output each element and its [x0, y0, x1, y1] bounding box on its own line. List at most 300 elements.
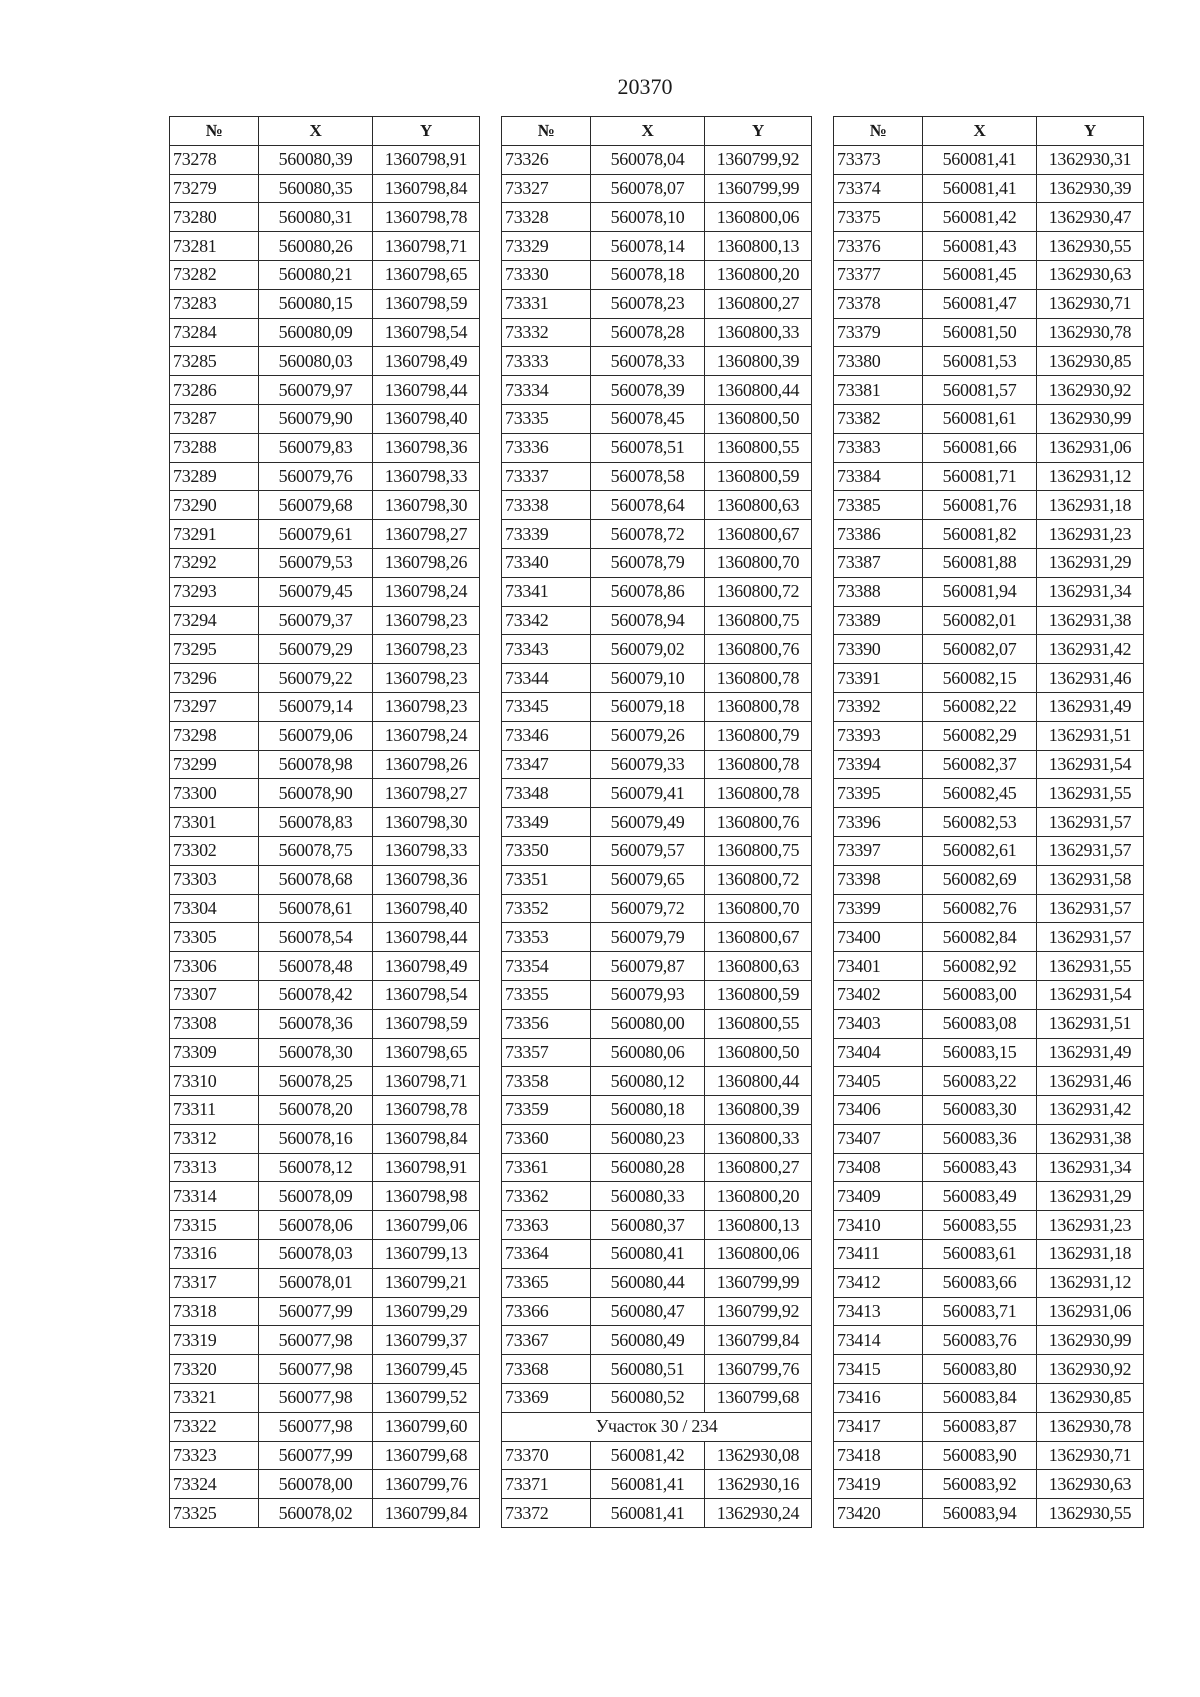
table-row: [502, 635, 812, 664]
section-label: Участок 30 / 234: [502, 1412, 812, 1441]
y-coordinate-cell: 1362931,51: [1037, 721, 1144, 750]
point-number-cell: 73394: [834, 750, 923, 779]
table-row: [502, 894, 812, 923]
table-row: [170, 347, 480, 376]
y-coordinate-cell: 1360799,68: [373, 1441, 480, 1470]
table-row: [834, 318, 1144, 347]
x-coordinate-cell: 560083,76: [923, 1326, 1037, 1355]
x-coordinate-cell: 560082,29: [923, 721, 1037, 750]
table-row: [170, 1268, 480, 1297]
x-coordinate-cell: 560078,90: [259, 779, 373, 808]
y-coordinate-cell: 1362931,42: [1037, 1096, 1144, 1125]
table-row: [834, 721, 1144, 750]
y-coordinate-cell: 1362931,34: [1037, 1153, 1144, 1182]
x-coordinate-cell: 560078,98: [259, 750, 373, 779]
x-coordinate-cell: 560078,14: [591, 232, 705, 261]
y-coordinate-cell: 1360800,50: [705, 1038, 812, 1067]
x-coordinate-cell: 560081,42: [591, 1441, 705, 1470]
x-coordinate-cell: 560082,84: [923, 923, 1037, 952]
table-row: [502, 1499, 812, 1528]
point-number-cell: 73395: [834, 779, 923, 808]
point-number-cell: 73321: [170, 1384, 259, 1413]
table-row: [170, 1326, 480, 1355]
coordinates-table-2: [501, 116, 812, 1528]
point-number-cell: 73403: [834, 1009, 923, 1038]
y-coordinate-cell: 1360799,99: [705, 1268, 812, 1297]
x-coordinate-cell: 560078,01: [259, 1268, 373, 1297]
point-number-cell: 73302: [170, 836, 259, 865]
x-coordinate-cell: 560083,66: [923, 1268, 1037, 1297]
x-coordinate-cell: 560080,09: [259, 318, 373, 347]
point-number-cell: 73344: [502, 664, 591, 693]
point-number-cell: 73322: [170, 1412, 259, 1441]
y-coordinate-cell: 1362931,23: [1037, 520, 1144, 549]
y-coordinate-cell: 1360798,30: [373, 491, 480, 520]
table-row: [170, 1441, 480, 1470]
point-number-cell: 73350: [502, 836, 591, 865]
point-number-cell: 73408: [834, 1153, 923, 1182]
point-number-cell: 73390: [834, 635, 923, 664]
table-row: [502, 1124, 812, 1153]
y-coordinate-cell: 1362931,38: [1037, 1124, 1144, 1153]
y-coordinate-cell: 1360800,39: [705, 347, 812, 376]
table-row: [834, 779, 1144, 808]
x-coordinate-cell: 560083,84: [923, 1384, 1037, 1413]
table-row: [170, 318, 480, 347]
y-coordinate-cell: 1360798,26: [373, 750, 480, 779]
x-coordinate-cell: 560078,16: [259, 1124, 373, 1153]
y-coordinate-cell: 1360800,13: [705, 1211, 812, 1240]
y-coordinate-cell: 1360799,13: [373, 1240, 480, 1269]
y-coordinate-cell: 1362930,78: [1037, 318, 1144, 347]
table-row: [502, 1211, 812, 1240]
point-number-cell: 73414: [834, 1326, 923, 1355]
table-row: [834, 520, 1144, 549]
point-number-cell: 73311: [170, 1096, 259, 1125]
table-row: [502, 1038, 812, 1067]
x-coordinate-cell: 560081,45: [923, 260, 1037, 289]
x-coordinate-cell: 560080,52: [591, 1384, 705, 1413]
y-coordinate-cell: 1362931,12: [1037, 462, 1144, 491]
y-coordinate-cell: 1360800,44: [705, 1067, 812, 1096]
point-number-cell: 73369: [502, 1384, 591, 1413]
coordinates-table-3: [833, 116, 1144, 1528]
x-coordinate-cell: 560078,20: [259, 1096, 373, 1125]
point-number-cell: 73375: [834, 203, 923, 232]
point-number-cell: 73283: [170, 289, 259, 318]
table-row: [502, 1470, 812, 1499]
x-coordinate-cell: 560079,26: [591, 721, 705, 750]
table-row: [170, 520, 480, 549]
x-coordinate-cell: 560080,47: [591, 1297, 705, 1326]
point-number-cell: 73396: [834, 808, 923, 837]
point-number-cell: 73387: [834, 548, 923, 577]
y-coordinate-cell: 1360800,63: [705, 491, 812, 520]
y-coordinate-cell: 1360800,33: [705, 1124, 812, 1153]
y-coordinate-cell: 1360798,24: [373, 721, 480, 750]
point-number-cell: 73353: [502, 923, 591, 952]
x-coordinate-cell: 560080,44: [591, 1268, 705, 1297]
point-number-cell: 73280: [170, 203, 259, 232]
y-coordinate-cell: 1360798,91: [373, 145, 480, 174]
x-coordinate-cell: 560080,37: [591, 1211, 705, 1240]
x-coordinate-cell: 560078,18: [591, 260, 705, 289]
point-number-cell: 73328: [502, 203, 591, 232]
table-row: [834, 808, 1144, 837]
point-number-cell: 73348: [502, 779, 591, 808]
header-x: X: [591, 117, 705, 146]
point-number-cell: 73327: [502, 174, 591, 203]
point-number-cell: 73362: [502, 1182, 591, 1211]
point-number-cell: 73360: [502, 1124, 591, 1153]
point-number-cell: 73300: [170, 779, 259, 808]
table-row: [502, 1240, 812, 1269]
y-coordinate-cell: 1362931,54: [1037, 750, 1144, 779]
y-coordinate-cell: 1362930,16: [705, 1470, 812, 1499]
x-coordinate-cell: 560078,68: [259, 865, 373, 894]
x-coordinate-cell: 560081,88: [923, 548, 1037, 577]
point-number-cell: 73368: [502, 1355, 591, 1384]
x-coordinate-cell: 560079,18: [591, 692, 705, 721]
header-y: Y: [1037, 117, 1144, 146]
y-coordinate-cell: 1362931,34: [1037, 577, 1144, 606]
y-coordinate-cell: 1360798,65: [373, 1038, 480, 1067]
point-number-cell: 73377: [834, 260, 923, 289]
y-coordinate-cell: 1360798,98: [373, 1182, 480, 1211]
point-number-cell: 73287: [170, 404, 259, 433]
x-coordinate-cell: 560081,47: [923, 289, 1037, 318]
x-coordinate-cell: 560077,98: [259, 1355, 373, 1384]
point-number-cell: 73418: [834, 1441, 923, 1470]
x-coordinate-cell: 560082,37: [923, 750, 1037, 779]
y-coordinate-cell: 1360800,13: [705, 232, 812, 261]
point-number-cell: 73349: [502, 808, 591, 837]
x-coordinate-cell: 560083,43: [923, 1153, 1037, 1182]
y-coordinate-cell: 1362931,46: [1037, 664, 1144, 693]
point-number-cell: 73373: [834, 145, 923, 174]
x-coordinate-cell: 560078,54: [259, 923, 373, 952]
y-coordinate-cell: 1362931,18: [1037, 491, 1144, 520]
x-coordinate-cell: 560078,02: [259, 1499, 373, 1528]
point-number-cell: 73354: [502, 952, 591, 981]
point-number-cell: 73400: [834, 923, 923, 952]
table-row: [834, 1326, 1144, 1355]
point-number-cell: 73407: [834, 1124, 923, 1153]
x-coordinate-cell: 560081,50: [923, 318, 1037, 347]
y-coordinate-cell: 1360798,36: [373, 865, 480, 894]
table-row: [170, 376, 480, 405]
table-row: [170, 1038, 480, 1067]
point-number-cell: 73381: [834, 376, 923, 405]
x-coordinate-cell: 560083,61: [923, 1240, 1037, 1269]
y-coordinate-cell: 1360798,54: [373, 318, 480, 347]
x-coordinate-cell: 560078,07: [591, 174, 705, 203]
y-coordinate-cell: 1360798,49: [373, 952, 480, 981]
x-coordinate-cell: 560078,03: [259, 1240, 373, 1269]
x-coordinate-cell: 560078,12: [259, 1153, 373, 1182]
y-coordinate-cell: 1362930,55: [1037, 1499, 1144, 1528]
point-number-cell: 73306: [170, 952, 259, 981]
y-coordinate-cell: 1360798,23: [373, 635, 480, 664]
table-row: [502, 1297, 812, 1326]
table-row: [502, 1384, 812, 1413]
point-number-cell: 73406: [834, 1096, 923, 1125]
table-row: [170, 980, 480, 1009]
y-coordinate-cell: 1362930,78: [1037, 1412, 1144, 1441]
table-row: [502, 1355, 812, 1384]
x-coordinate-cell: 560083,15: [923, 1038, 1037, 1067]
y-coordinate-cell: 1360798,44: [373, 923, 480, 952]
point-number-cell: 73404: [834, 1038, 923, 1067]
table-header-row: [170, 117, 480, 146]
x-coordinate-cell: 560080,21: [259, 260, 373, 289]
point-number-cell: 73295: [170, 635, 259, 664]
point-number-cell: 73379: [834, 318, 923, 347]
table-row: [170, 750, 480, 779]
x-coordinate-cell: 560080,15: [259, 289, 373, 318]
point-number-cell: 73366: [502, 1297, 591, 1326]
point-number-cell: 73288: [170, 433, 259, 462]
table-row: [170, 1182, 480, 1211]
table-row: [502, 404, 812, 433]
table-row: [170, 491, 480, 520]
point-number-cell: 73335: [502, 404, 591, 433]
point-number-cell: 73309: [170, 1038, 259, 1067]
x-coordinate-cell: 560082,53: [923, 808, 1037, 837]
header-y: Y: [705, 117, 812, 146]
table-row: [170, 1124, 480, 1153]
x-coordinate-cell: 560081,53: [923, 347, 1037, 376]
table-row: [834, 577, 1144, 606]
table-header-row: [834, 117, 1144, 146]
x-coordinate-cell: 560078,58: [591, 462, 705, 491]
table-row: [834, 404, 1144, 433]
x-coordinate-cell: 560077,99: [259, 1297, 373, 1326]
y-coordinate-cell: 1360800,55: [705, 433, 812, 462]
table-row: [170, 692, 480, 721]
y-coordinate-cell: 1362931,57: [1037, 808, 1144, 837]
y-coordinate-cell: 1360798,23: [373, 692, 480, 721]
y-coordinate-cell: 1362930,31: [1037, 145, 1144, 174]
table-row: [834, 462, 1144, 491]
table-header-row: [502, 117, 812, 146]
x-coordinate-cell: 560079,41: [591, 779, 705, 808]
y-coordinate-cell: 1362931,57: [1037, 923, 1144, 952]
y-coordinate-cell: 1360800,50: [705, 404, 812, 433]
point-number-cell: 73331: [502, 289, 591, 318]
table-row: [834, 894, 1144, 923]
point-number-cell: 73346: [502, 721, 591, 750]
x-coordinate-cell: 560079,37: [259, 606, 373, 635]
y-coordinate-cell: 1360800,67: [705, 520, 812, 549]
y-coordinate-cell: 1360798,30: [373, 808, 480, 837]
y-coordinate-cell: 1362930,63: [1037, 1470, 1144, 1499]
x-coordinate-cell: 560078,30: [259, 1038, 373, 1067]
table-row: [502, 577, 812, 606]
table-row: [170, 577, 480, 606]
table-row: [834, 289, 1144, 318]
y-coordinate-cell: 1362931,51: [1037, 1009, 1144, 1038]
table-row: [834, 145, 1144, 174]
x-coordinate-cell: 560083,22: [923, 1067, 1037, 1096]
y-coordinate-cell: 1362930,24: [705, 1499, 812, 1528]
y-coordinate-cell: 1360798,23: [373, 606, 480, 635]
x-coordinate-cell: 560078,86: [591, 577, 705, 606]
table-row: [834, 1355, 1144, 1384]
point-number-cell: 73416: [834, 1384, 923, 1413]
point-number-cell: 73345: [502, 692, 591, 721]
y-coordinate-cell: 1360798,33: [373, 462, 480, 491]
table-row: [170, 635, 480, 664]
point-number-cell: 73393: [834, 721, 923, 750]
x-coordinate-cell: 560078,28: [591, 318, 705, 347]
y-coordinate-cell: 1360798,40: [373, 404, 480, 433]
x-coordinate-cell: 560078,36: [259, 1009, 373, 1038]
table-row: [502, 520, 812, 549]
point-number-cell: 73282: [170, 260, 259, 289]
y-coordinate-cell: 1360800,67: [705, 923, 812, 952]
y-coordinate-cell: 1360799,99: [705, 174, 812, 203]
point-number-cell: 73298: [170, 721, 259, 750]
y-coordinate-cell: 1360799,84: [373, 1499, 480, 1528]
table-row: [834, 836, 1144, 865]
x-coordinate-cell: 560080,00: [591, 1009, 705, 1038]
x-coordinate-cell: 560078,51: [591, 433, 705, 462]
y-coordinate-cell: 1360798,65: [373, 260, 480, 289]
point-number-cell: 73405: [834, 1067, 923, 1096]
x-coordinate-cell: 560083,36: [923, 1124, 1037, 1153]
y-coordinate-cell: 1360799,52: [373, 1384, 480, 1413]
table-row: [834, 376, 1144, 405]
y-coordinate-cell: 1362931,06: [1037, 433, 1144, 462]
point-number-cell: 73410: [834, 1211, 923, 1240]
y-coordinate-cell: 1360799,92: [705, 1297, 812, 1326]
point-number-cell: 73385: [834, 491, 923, 520]
y-coordinate-cell: 1360800,33: [705, 318, 812, 347]
point-number-cell: 73338: [502, 491, 591, 520]
table-row: [834, 260, 1144, 289]
table-row: [170, 203, 480, 232]
table-row: [502, 1326, 812, 1355]
table-row: [170, 779, 480, 808]
table-row: [170, 1355, 480, 1384]
x-coordinate-cell: 560078,25: [259, 1067, 373, 1096]
header-number: №: [170, 117, 259, 146]
y-coordinate-cell: 1360800,78: [705, 692, 812, 721]
point-number-cell: 73304: [170, 894, 259, 923]
point-number-cell: 73296: [170, 664, 259, 693]
y-coordinate-cell: 1362931,38: [1037, 606, 1144, 635]
y-coordinate-cell: 1360798,59: [373, 1009, 480, 1038]
x-coordinate-cell: 560079,22: [259, 664, 373, 693]
x-coordinate-cell: 560081,76: [923, 491, 1037, 520]
table-row: [834, 606, 1144, 635]
point-number-cell: 73370: [502, 1441, 591, 1470]
x-coordinate-cell: 560079,79: [591, 923, 705, 952]
table-row: [170, 1412, 480, 1441]
point-number-cell: 73320: [170, 1355, 259, 1384]
point-number-cell: 73303: [170, 865, 259, 894]
table-row: [170, 232, 480, 261]
table-row: [834, 1038, 1144, 1067]
point-number-cell: 73397: [834, 836, 923, 865]
y-coordinate-cell: 1360800,06: [705, 1240, 812, 1269]
table-row: [502, 260, 812, 289]
y-coordinate-cell: 1360800,44: [705, 376, 812, 405]
x-coordinate-cell: 560079,45: [259, 577, 373, 606]
x-coordinate-cell: 560078,06: [259, 1211, 373, 1240]
y-coordinate-cell: 1362931,29: [1037, 548, 1144, 577]
table-row: [834, 664, 1144, 693]
table-row: [502, 664, 812, 693]
table-row: [834, 491, 1144, 520]
y-coordinate-cell: 1360798,27: [373, 520, 480, 549]
table-row: [170, 404, 480, 433]
point-number-cell: 73310: [170, 1067, 259, 1096]
section-row: [502, 1412, 812, 1441]
point-number-cell: 73351: [502, 865, 591, 894]
x-coordinate-cell: 560078,04: [591, 145, 705, 174]
table-row: [834, 952, 1144, 981]
point-number-cell: 73285: [170, 347, 259, 376]
table-row: [502, 203, 812, 232]
x-coordinate-cell: 560083,94: [923, 1499, 1037, 1528]
x-coordinate-cell: 560079,14: [259, 692, 373, 721]
x-coordinate-cell: 560078,64: [591, 491, 705, 520]
y-coordinate-cell: 1360799,84: [705, 1326, 812, 1355]
table-row: [170, 1067, 480, 1096]
y-coordinate-cell: 1362931,12: [1037, 1268, 1144, 1297]
point-number-cell: 73326: [502, 145, 591, 174]
y-coordinate-cell: 1360798,44: [373, 376, 480, 405]
y-coordinate-cell: 1360798,59: [373, 289, 480, 318]
table-row: [834, 635, 1144, 664]
x-coordinate-cell: 560078,09: [259, 1182, 373, 1211]
point-number-cell: 73340: [502, 548, 591, 577]
x-coordinate-cell: 560079,72: [591, 894, 705, 923]
point-number-cell: 73284: [170, 318, 259, 347]
point-number-cell: 73389: [834, 606, 923, 635]
point-number-cell: 73308: [170, 1009, 259, 1038]
y-coordinate-cell: 1360798,78: [373, 203, 480, 232]
point-number-cell: 73292: [170, 548, 259, 577]
y-coordinate-cell: 1360798,71: [373, 232, 480, 261]
table-row: [502, 174, 812, 203]
y-coordinate-cell: 1360798,49: [373, 347, 480, 376]
y-coordinate-cell: 1362930,55: [1037, 232, 1144, 261]
x-coordinate-cell: 560078,33: [591, 347, 705, 376]
point-number-cell: 73313: [170, 1153, 259, 1182]
table-row: [502, 779, 812, 808]
point-number-cell: 73299: [170, 750, 259, 779]
y-coordinate-cell: 1360800,72: [705, 577, 812, 606]
point-number-cell: 73358: [502, 1067, 591, 1096]
point-number-cell: 73363: [502, 1211, 591, 1240]
table-row: [834, 1412, 1144, 1441]
y-coordinate-cell: 1362930,71: [1037, 289, 1144, 318]
x-coordinate-cell: 560079,68: [259, 491, 373, 520]
point-number-cell: 73386: [834, 520, 923, 549]
y-coordinate-cell: 1362930,63: [1037, 260, 1144, 289]
table-row: [834, 1211, 1144, 1240]
table-row: [502, 491, 812, 520]
point-number-cell: 73420: [834, 1499, 923, 1528]
table-row: [170, 865, 480, 894]
x-coordinate-cell: 560081,43: [923, 232, 1037, 261]
x-coordinate-cell: 560079,65: [591, 865, 705, 894]
y-coordinate-cell: 1360799,92: [705, 145, 812, 174]
table-row: [502, 1153, 812, 1182]
